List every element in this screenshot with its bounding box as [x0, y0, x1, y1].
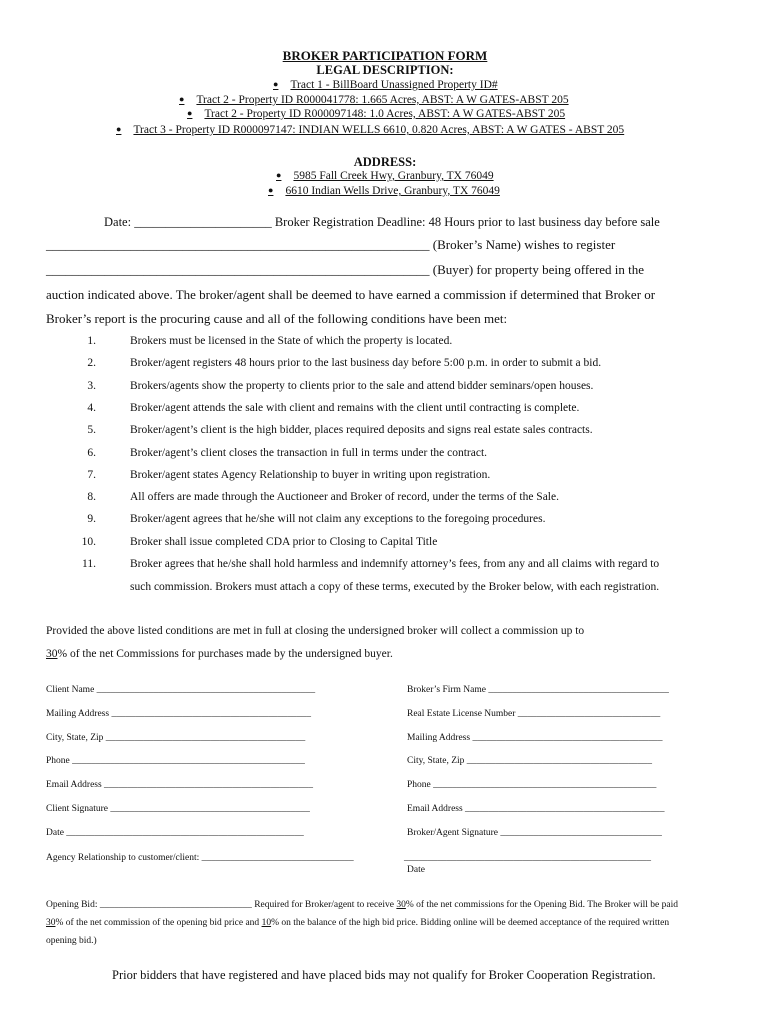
address-heading: ADDRESS: [353, 155, 417, 169]
condition-number: 6. [87, 446, 96, 459]
condition-text: Broker shall issue completed CDA prior to Closing to Capital Title [130, 535, 438, 548]
condition-text: Broker/agent states Agency Relationship to buyer in writing upon registration. [130, 468, 491, 481]
broker-field[interactable]: City, State, Zip _______________________________________ [407, 756, 653, 767]
condition-number: 2. [87, 357, 96, 370]
prior-bidders-note: Prior bidders that have registered and have placed bids may not qualify for Broker Cooperation Registration. [112, 968, 656, 982]
client-field[interactable]: Phone _________________________________________________ [46, 756, 305, 767]
opening-bid-pct-1: 30 [396, 900, 406, 910]
opening-bid-text-d: % on the balance of the high bid price. Bidding online will be deemed acceptance of the required written [271, 918, 670, 928]
condition-number: 3. [87, 379, 96, 392]
commission-line-2-text: % of the net Commissions for purchases made by the undersigned buyer. [57, 648, 393, 660]
condition-text: Broker/agent attends the sale with client and remains with the client until contracting is complete. [130, 401, 580, 414]
form-title: BROKER PARTICIPATION FORM [282, 48, 488, 63]
intro-paragraph-1: auction indicated above. The broker/agent shall be deemed to have earned a commission if determined that Broker or [46, 287, 656, 302]
opening-bid-pct-3: 10 [261, 918, 272, 928]
client-field[interactable]: Client Signature __________________________________________ [46, 804, 310, 814]
broker-field[interactable]: Broker/Agent Signature __________________________________ [407, 827, 662, 838]
address-item-2: ● 6610 Indian Wells Drive, Granbury, TX 76049 [268, 185, 500, 197]
legal-item-1: ● Tract 1 - BillBoard Unassigned Property ID# [273, 79, 498, 91]
broker-name-line: ___________________________________________________________ (Broker’s Name) wishes to register [46, 237, 616, 252]
broker-field[interactable]: Real Estate License Number ______________________________ [407, 708, 661, 719]
commission-line-2 [46, 648, 393, 660]
date-signature-label: Date [407, 865, 425, 875]
broker-field[interactable]: Broker’s Firm Name ______________________________________ [407, 685, 669, 695]
condition-number: 9. [87, 513, 96, 526]
condition-text: Broker/agent’s client closes the transaction in full in terms under the contract. [130, 446, 488, 459]
opening-bid-text-c: % of the net commission of the opening bid price and [55, 918, 262, 928]
address-item-1: ● 5985 Fall Creek Hwy, Granbury, TX 76049 [276, 170, 494, 182]
condition-text: Broker/agent’s client is the high bidder, places required deposits and signs real estate sales contracts. [130, 424, 593, 437]
condition-11-continued: such commission. Brokers must attach a copy of these terms, executed by the Broker below, with each registration. [130, 581, 660, 593]
intro-paragraph-2: Broker’s report is the procuring cause and all of the following conditions have been met: [46, 311, 508, 326]
client-field[interactable]: Mailing Address __________________________________________ [46, 708, 311, 719]
condition-number: 8. [87, 491, 96, 504]
condition-text: Broker/agent agrees that he/she will not claim any exceptions to the foregoing procedures. [130, 513, 546, 526]
buyer-line: ___________________________________________________________ (Buyer) for property being offered in the [46, 262, 645, 277]
commission-percent: 30 [46, 648, 58, 660]
date-signature-line: ____________________________________________________ [404, 853, 651, 863]
condition-number: 1. [87, 335, 96, 347]
client-field[interactable]: Email Address ____________________________________________ [46, 780, 314, 791]
condition-text: All offers are made through the Auctioneer and Broker of record, under the terms of the Sale. [130, 491, 559, 504]
opening-bid-pct-2: 30 [46, 918, 56, 928]
condition-text: Broker agrees that he/she shall hold harmless and indemnify attorney’s fees, from any and all claims with regard to [130, 558, 660, 570]
opening-bid-text-b: % of the net commissions for the Opening Bid. The Broker will be paid [405, 900, 678, 910]
opening-bid-text-a: Opening Bid: ________________________________ Required for Broker/agent to receive [46, 900, 397, 910]
condition-number: 10. [81, 535, 96, 548]
legal-item-4: ● Tract 3 - Property ID R000097147: INDIAN WELLS 6610, 0.820 Acres, ABST: A W GATES - ABST 205 [116, 124, 624, 136]
condition-number: 11. [82, 558, 96, 570]
condition-number: 7. [87, 468, 96, 481]
legal-item-2: ● Tract 2 - Property ID R000041778: 1.665 Acres, ABST: A W GATES-ABST 205 [179, 94, 569, 106]
opening-bid-line-1 [46, 900, 678, 910]
broker-field[interactable]: Phone _______________________________________________ [407, 780, 657, 791]
legal-description-heading: LEGAL DESCRIPTION: [316, 63, 454, 77]
condition-number: 5. [87, 424, 96, 437]
client-field[interactable]: City, State, Zip __________________________________________ [46, 732, 306, 743]
opening-bid-line-2 [46, 918, 669, 928]
broker-field[interactable]: Email Address __________________________________________ [407, 804, 665, 814]
opening-bid-line-3: opening bid.) [46, 936, 97, 946]
broker-field[interactable]: Mailing Address ________________________________________ [407, 732, 663, 743]
condition-text: Brokers must be licensed in the State of which the property is located. [130, 335, 453, 347]
condition-number: 4. [87, 401, 96, 414]
condition-text: Broker/agent registers 48 hours prior to the last business day before 5:00 p.m. in order to submit a bid. [130, 357, 602, 370]
client-field[interactable]: Client Name ______________________________________________ [46, 685, 316, 695]
date-deadline-line: Date: ______________________ Broker Registration Deadline: 48 Hours prior to last business day before sale [104, 215, 660, 229]
legal-item-3: ● Tract 2 - Property ID R000097148: 1.0 Acres, ABST: A W GATES-ABST 205 [187, 108, 565, 120]
agency-relationship-field: Agency Relationship to customer/client: ________________________________ [46, 853, 354, 863]
condition-text: Brokers/agents show the property to clients prior to the sale and attend bidder seminars/open houses. [130, 379, 594, 392]
client-field[interactable]: Date __________________________________________________ [46, 827, 304, 838]
commission-line-1: Provided the above listed conditions are met in full at closing the undersigned broker will collect a commission up to [46, 625, 585, 637]
